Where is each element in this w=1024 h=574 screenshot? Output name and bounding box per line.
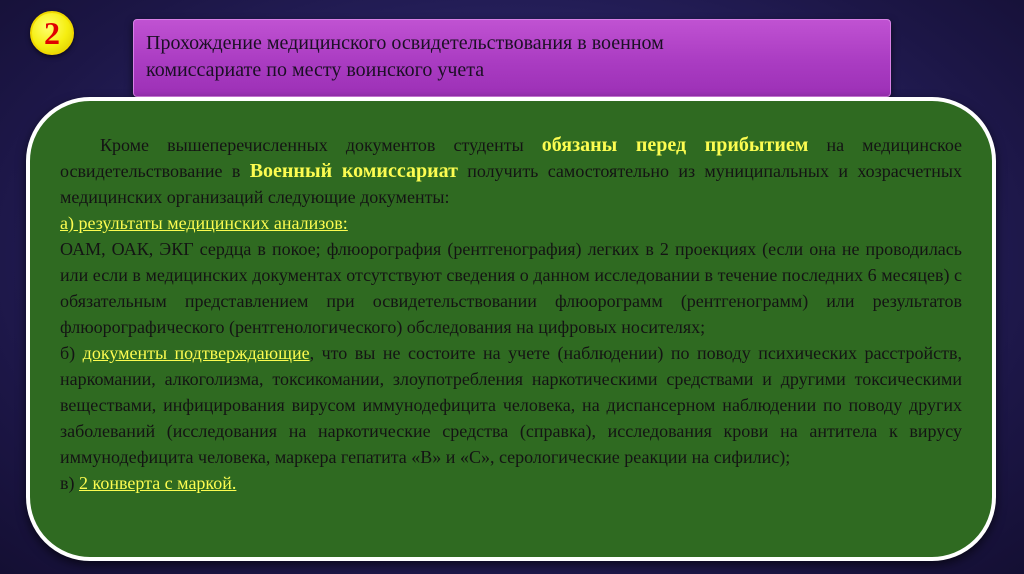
item-a-text: ОАМ, ОАК, ЭКГ сердца в покое; флюорография (рентгенография) легких в 2 проекциях (если она не проводилась или если в медицинских документах отсутствуют сведения о данном исследовании в течение последних 6 месяцев) с обязательным представлением при освидетельствовании флюорограмм (рентгенограмм) или результатов флюорографического (рентгенологического) обследования на цифровых носителях; — [60, 239, 962, 337]
item-c-prefix: в) — [60, 473, 75, 493]
slide-title-box — [133, 19, 891, 97]
intro-emphasis-commissariat: Военный комиссариат — [249, 160, 458, 182]
item-a-heading: а) результаты медицинских анализов: — [60, 213, 348, 233]
intro-emphasis-arrival: обязаны перед прибытием — [541, 134, 809, 156]
item-a-heading-paragraph — [60, 210, 962, 236]
intro-text-c: получить самостоятельно из муниципальных и хозрасчетных медицинских организаций следующие документы: — [60, 161, 963, 207]
slide-title-line-1: Прохождение медицинского освидетельствования в военном — [146, 32, 664, 54]
item-b-paragraph — [60, 340, 962, 470]
item-b-prefix: б) — [60, 343, 76, 363]
slide-number-badge: 2 — [30, 11, 74, 55]
intro-text-b: на медицинское освидетельствование в — [60, 135, 963, 181]
content-panel — [26, 97, 996, 561]
intro-text-a: Кроме вышеперечисленных документов студенты — [100, 135, 524, 155]
slide-title-line-2: комиссариате по месту воинского учета — [146, 59, 485, 81]
item-b-text: , что вы не состоите на учете (наблюдении) по поводу психических расстройств, наркомании, алкоголизма, токсикомании, злоупотребления наркотическими средствами и другими токсическими веществами, инфицирования вирусом иммунодефицита человека, на диспансерном наблюдении по поводу других заболеваний (исследования на наркотические средства (справка), исследования крови на антитела к вирусу иммунодефицита человека, маркера гепатита «В» и «С», серологические реакции на сифилис); — [60, 343, 962, 467]
intro-paragraph — [60, 132, 962, 210]
item-b-link: документы подтверждающие — [82, 343, 310, 363]
item-c-link: 2 конверта с маркой. — [79, 473, 237, 493]
item-c-paragraph — [60, 470, 962, 496]
